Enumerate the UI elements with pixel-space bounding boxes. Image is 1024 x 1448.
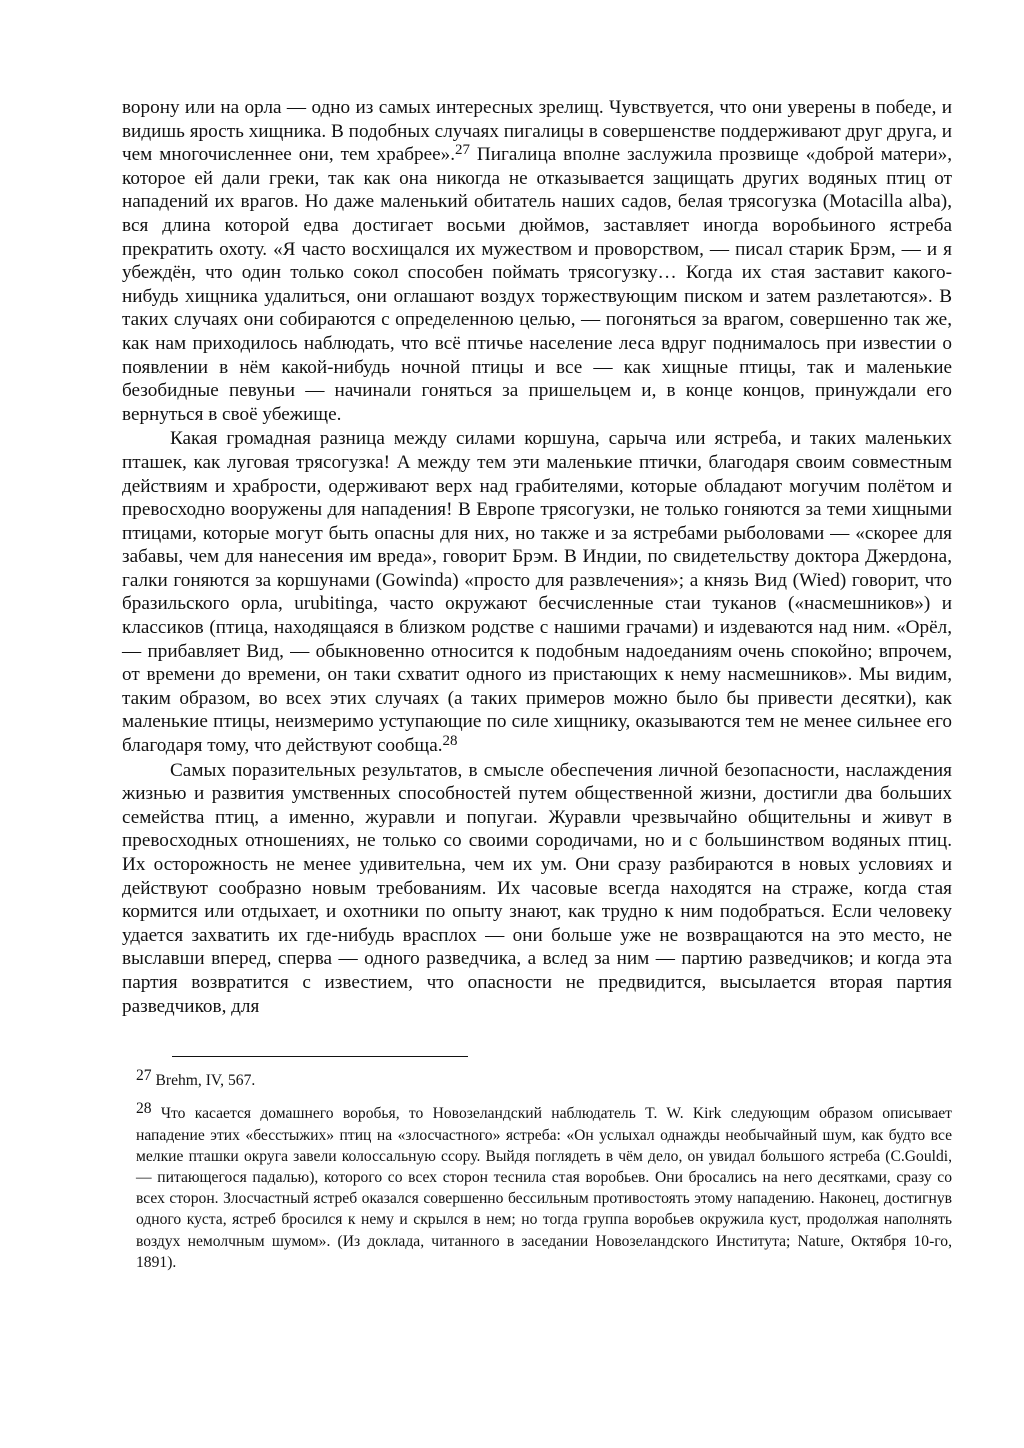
paragraph-3 [122,759,952,1019]
footnote-ref-28[interactable]: 28 [442,733,458,750]
footnote-27 [122,1067,952,1091]
paragraph-2-text: Какая громадная разница между силами коршуна, сарыча или ястреба, и таких маленьких пташек, как луговая трясогузка! А между тем эти маленькие птички, благодаря своим совместным действиям и храбрости, одерживают верх над грабителями, которые обладают могучим полётом и превосходно вооружены для нападения! В Европе трясогузки, не только гоняются за теми хищными птицами, которые могут быть опасны для них, но также и за ястребами рыболовами — «скорее для забавы, чем для нанесения им вреда», говорит Брэм. В Индии, по свидетельству доктора Джердона, галки гоняются за коршунами (Gowinda) «просто для развлечения»; а князь Вид (Wied) говорит, что бразильского орла, urubitinga, часто окружают бесчисленные стаи туканов («насмешников») и классиков (птица, находящаяся в близком родстве с нашими грачами) и издеваются над ним. «Орёл, — прибавляет Вид, — обыкновенно относится к подобным надоеданиям очень спокойно; впрочем, от времени до времени, он таки схватит одного из пристающих к нему насмешников». Мы видим, таким образом, во всех этих случаях (а таких примеров можно было бы привести десятки), как маленькие птицы, неизмеримо уступающие по силе хищнику, оказываются тем не менее сильнее его благодаря тому, что действуют сообща. [122,428,952,757]
document-page [122,96,952,1273]
footnote-28 [122,1100,952,1273]
footnote-number: 28 [136,1100,152,1118]
paragraph-1 [122,96,952,426]
footnote-text: Brehm, IV, 567. [151,1072,256,1090]
paragraph-3-text: Самых поразительных результатов, в смысле обеспечения личной безопасности, наслаждения жизнью и развития умственных способностей путем общественной жизни, достигли два больших семейства птиц, а именно, журавли и попугаи. Журавли чрезвычайно общительны и живут в превосходных отношениях, не только со своими сородичами, но и с большинством водяных птиц. Их осторожность не менее удивительна, чем их ум. Они сразу разбираются в новых условиях и действуют сообразно новым требованиям. Их часовые всегда находятся на страже, когда стая кормится или отдыхает, и охотники по опыту знают, как трудно к ним подобраться. Если человеку удается захватить их где-нибудь врасплох — они больше уже не возвращаются на это место, не выславши вперед, сперва — одного разведчика, а вслед за ним — партию разведчиков; и когда эта партия возвратится с известием, что опасности не предвидится, высылается вторая партия разведчиков, для [122,759,952,1017]
footnote-ref-27[interactable]: 27 [455,142,471,159]
paragraph-2 [122,427,952,757]
footnote-text: Что касается домашнего воробья, то Новозеландский наблюдатель T. W. Kirk следующим образом описывает нападение этих «бесстыжих» птиц на «злосчастного» ястреба: «Он услыхал однажды необычайный шум, как будто все мелкие пташки округа завели колоссальную ссору. Выйдя поглядеть в чём дело, он увидал большого ястреба (C.Gouldi, — питающегося падалью), которого со всех сторон теснила стая воробьев. Они бросались на него десятками, сразу со всех сторон. Злосчастный ястреб оказался совершенно бессильным противостоять этому нападению. Наконец, достигнув одного куста, ястреб бросился к нему и скрылся в нем; но тогда группа воробьев окружила куст, продолжая наполнять воздух немолчным шумом». (Из доклада, читанного в заседании Новозеландского Института; Nature, Октября 10-го, 1891). [136,1105,952,1271]
paragraph-1-text-a: ворону или на орла — одно из самых интересных зрелищ. Чувствуется, что они уверены в победе, и видишь ярость хищника. В подобных случаях пигалицы в совершенстве поддерживают друг друга, и чем многочисленнее они, тем храбрее». [122,97,952,166]
footnote-number: 27 [136,1067,152,1085]
footnote-divider [172,1056,468,1057]
paragraph-1-text-b: Пигалица вполне заслужила прозвище «доброй матери», которое ей дали греки, так как она никогда не отказывается защищать других водяных птиц от нападений их врагов. Но даже маленький обитатель наших садов, белая трясогузка (Motacilla alba), вся длина которой едва достигает восьми дюймов, заставляет иногда воробьиного ястреба прекратить охоту. «Я часто восхищался их мужеством и проворством, — писал старик Брэм, — и я убеждён, что один только сокол способен поймать трясогузку… Когда их стая заставит какого-нибудь хищника удалиться, они оглашают воздух торжествующим писком и затем разлетаются». В таких случаях они собираются с определенною целью, — погоняться за врагом, совершенно так же, как нам приходилось наблюдать, что всё птичье население леса вдруг поднималось при известии о появлении в нём какой-нибудь ночной птицы и все — как хищные птицы, так и маленькие безобидные певуньи — начинали гоняться за пришельцем и, в конце концов, принуждали его вернуться в своё убежище. [122,144,952,425]
